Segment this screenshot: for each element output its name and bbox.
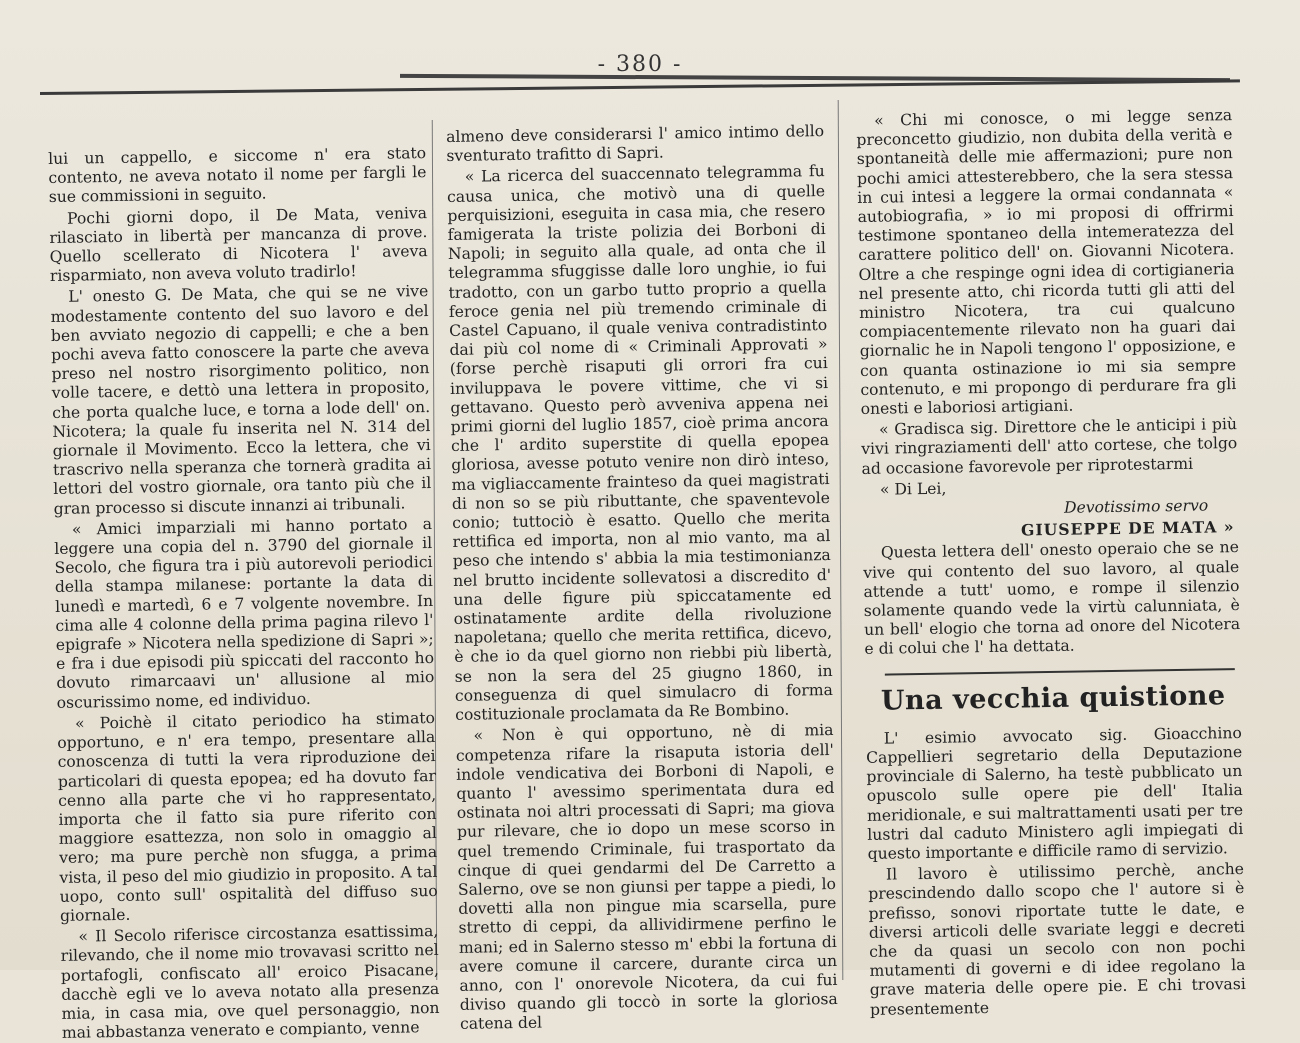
paragraph: « Il Secolo riferisce circostanza esattissima, rilevando, che il nome mio trovavasi scritto nel portafogli, confiscato all' eroico Pisacane, dacchè egli ve lo aveva notato alla presenza mia, in casa mia, ove quel personaggio, non mai abbastanza venerato e compianto, venne bbox=[60, 922, 440, 1043]
paragraph: « Poichè il citato periodico ha stimato opportuno, e n' era tempo, presentare alla conoscenza di tutti la vera riproduzione dei particolari di questa epopea; ed ha dovuto far cenno alla parte che vi ho rappresentato, importa che il fatto sia pure riferito con maggiore esattezza, non solo in omaggio al vero; ma pure perchè non sfugga, a prima vista, il peso del mio giudizio in proposito. A tal uopo, conto sull' ospitalità del diffuso suo giornale. bbox=[57, 708, 438, 925]
section-title: Una vecchia quistione bbox=[880, 679, 1226, 717]
paragraph: L' esimio avvocato sig. Gioacchino Cappellieri segretario della Deputazione provinciale di Salerno, ha testè pubblicato un opuscolo sulle opere pie dell' Italia meridionale, e sui maltrattamenti usati per tre lustri dal caduto Ministero agli impiegati di questo importante e difficile ramo di servizio. bbox=[866, 723, 1244, 863]
paragraph: almeno deve considerarsi l' amico intimo dello sventurato trafitto di Sapri. bbox=[446, 122, 825, 166]
signature-name: GIUSEPPE DE MATA » bbox=[1020, 517, 1235, 540]
paragraph: « Di Lei, bbox=[879, 479, 947, 499]
page-number: - 380 - bbox=[597, 52, 683, 77]
header-rule bbox=[40, 79, 1240, 95]
signature-closing: Devotissimo servo bbox=[1063, 496, 1209, 517]
column-3 bbox=[856, 106, 1246, 1019]
paragraph: lui un cappello, e siccome n' era stato contento, ne aveva notato il nome per fargli le sue commissioni in seguito. bbox=[48, 144, 427, 207]
column-2 bbox=[446, 122, 838, 1034]
column-separator-2 bbox=[838, 100, 844, 980]
paragraph: « Amici imparziali mi hanno portato a leggere una copia del n. 3790 del giornale il Secolo, che figura tra i più autorevoli periodici della stampa milanese: portante la data di lunedì e martedì, 6 e 7 volgente novembre. In cima alle 4 colonne della prima pagina rilevo l' epigrafe » Nicotera nella spedizione di Sapri »; e fra i due episodi più spiccati del racconto ho dovuto rimarcaavi un' allusione al mio oscurissimo nome, ed individuo. bbox=[54, 514, 435, 712]
paragraph: « Non è qui opportuno, nè di mia competenza rifare la risaputa istoria dell' indole vendicativa dei Borboni di Napoli, e quanto l' avessimo sperimentata dura ed ostinata noi altri processati di Sapri; ma giova pur rilevare, che io dopo un mese scorso in quel tremendo Criminale, fui trasportato da cinque di quei gendarmi del De Carretto a Salerno, ove se non giunsi per tappe a piedi, lo dovetti alla non pingue mia scarsella, pure stretto di ceppi, da allividirmene perfino le mani; ed in Salerno stesso m' ebbi la fortuna di avere comune il carcere, durante circa un anno, con l' onorevole Nicotera, da cui fui diviso quando gli toccò in sorte la gloriosa catena del bbox=[455, 721, 838, 1034]
section-divider bbox=[885, 668, 1235, 675]
paragraph: « Gradisca sig. Direttore che le anticipi i più vivi ringraziamenti dell' atto cortese, che tolgo ad occasione favorevole per riprotestarmi bbox=[861, 415, 1238, 478]
paragraph: « Chi mi conosce, o mi legge senza preconcetto giudizio, non dubita della verità e spontaneità delle mie affermazioni; pure non pochi amici attesterebbero, che la sera stessa in cui intesi a leggere la ormai condannata « autobiografia, » io mi proposi di offrirmi testimone spontaneo della intemeratezza del carattere politico dell' on. Giovanni Nicotera. Oltre a che respinge ogni idea di cortigianeria nel presente atto, chi ricorda tutti gli atti del ministro Nicotera, tra cui qualcuno compiacentemente rilevato non ha guari dai giornalic he in Napoli tengono l' opposizione, e con quanta ostinazione io mi sia sempre contenuto, e mi propongo di perdurare fra gli onesti e laboriosi artigiani. bbox=[856, 106, 1237, 419]
paragraph: Questa lettera dell' onesto operaio che se ne vive qui contento del suo lavoro, al quale attende a tutt' uomo, e rompe il silenzio solamente quando vede la virtù calunniata, è un bell' elogio che torna ad onore del Nicotera e di colui che l' ha dettata. bbox=[863, 538, 1241, 659]
paragraph: Pochi giorni dopo, il De Mata, veniva rilasciato in libertà per mancanza di prove. Quello scellerato di Nicotera l' aveva risparmiato, non aveva voluto tradirlo! bbox=[49, 203, 428, 286]
column-1 bbox=[48, 144, 440, 1043]
paragraph: L' onesto G. De Mata, che qui se ne vive modestamente contento del suo lavoro e del ben avviato negozio di cappelli; e che a ben pochi aveva fatto conoscere la parte che aveva preso nel nostro risorgimento politico, non volle tacere, e dettò una lettera in proposito, che porta qualche luce, e torna a lode dell' on. Nicotera; la quale fu inserita nel N. 314 del giornale il Movimento. Ecco la lettera, che vi trascrivo nella speranza che tornerà gradita ai lettori del vostro giornale, ora tanto più che il gran processo si discute innanzi ai tribunali. bbox=[50, 282, 432, 518]
paragraph: Il lavoro è utilissimo perchè, anche prescindendo dallo scopo che l' autore si è prefisso, sonovi riportate tutte le date, e diversi articoli delle svariate leggi e decreti che da quasi un secolo con non pochi mutamenti di governi e di idee regolano la grave materia delle opere pie. E chi trovasi presentemente bbox=[868, 860, 1246, 1019]
paragraph: « La ricerca del suaccennato telegramma fu causa unica, che motivò una di quelle perquisizioni, eseguita in casa mia, che resero famigerata la triste polizia dei Borboni di Napoli; in seguito alla quale, ad onta che il telegramma sfuggisse dalle loro unghie, io fui tradotto, con un garbo tutto proprio a quella feroce genia nel più tremendo criminale di Castel Capuano, il quale veniva contradistinto dai più col nome di « Criminali Approvati » (forse perchè risaputi gli orrori fra cui inviluppava le povere vittime, che vi si gettavano. Questo però avveniva appena nei primi giorni del luglio 1857, cioè prima ancora che l' ardito superstite di quella epopea gloriosa, avesse potuto venire non dirò inteso, ma vigliaccamente frainteso da quei magistrati di non so se più ributtante, che spaventevole conio; tuttociò è esatto. Quello che merita rettifica ed importa, non al mio vanto, ma al peso che intendo s' abbia la mia testimonianza nel brutto incidente sollevatosi a discredito d' una delle figure più spiccatamente ed ostinatamente ardite della rivoluzione napoletana; quello che merita rettifica, dicevo, è che io da quel giorno non riebbi più libertà, se non la sera del 25 giugno 1860, in conseguenza di quel simulacro di forma costituzionale proclamata da Re Bombino. bbox=[446, 162, 834, 725]
